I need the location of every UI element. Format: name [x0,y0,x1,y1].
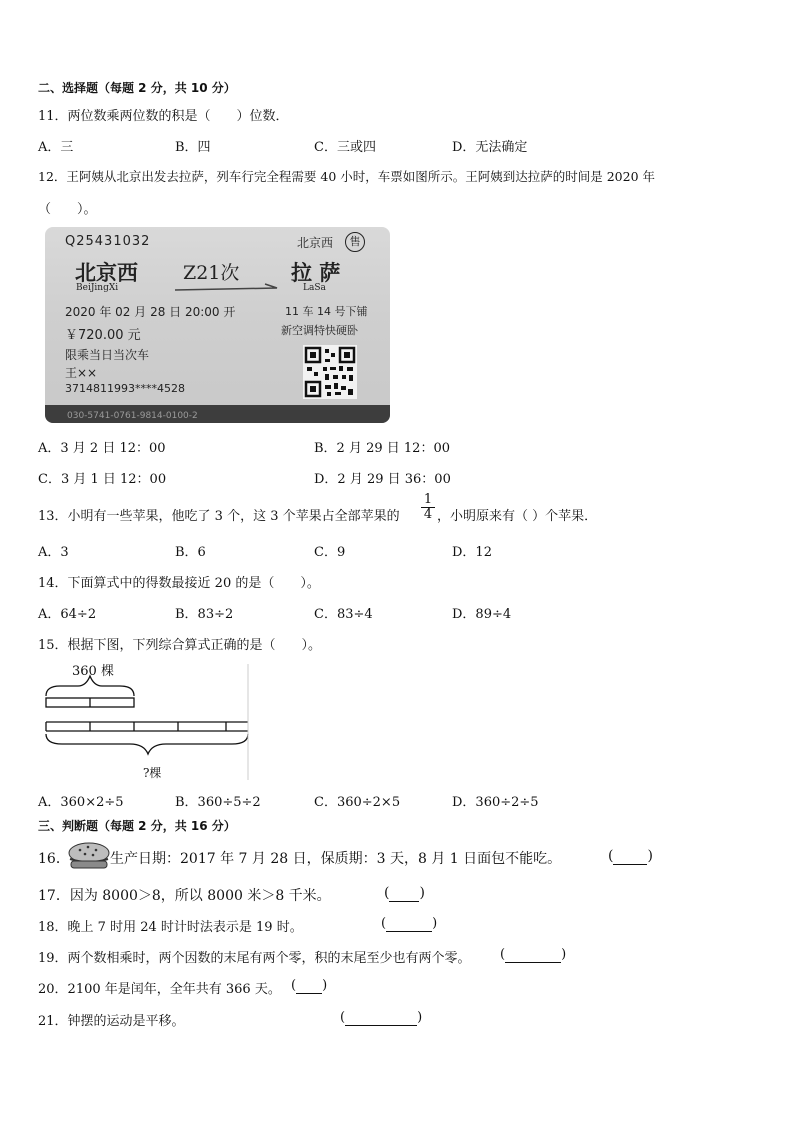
question-13-stem-part1: 13．小明有一些苹果，他吃了 3 个，这 3 个苹果占全部苹果的 [38,509,400,524]
qr-code-icon [303,345,357,399]
q19-answer-blank[interactable]: ( ) [500,947,567,962]
question-11-stem: 11．两位数乘两位数的积是（ ）位数． [38,109,289,124]
ticket-train-number: Z21次 [183,262,240,284]
fraction-numerator: 1 [423,492,433,507]
q12-option-c[interactable]: C．3 月 1 日 12：00 [38,472,167,487]
ticket-id-number: 3714811993****4528 [65,382,185,395]
q11-option-a[interactable]: A．三 [38,140,74,155]
question-21-text: 21．钟摆的运动是平移。 [38,1014,185,1029]
q15-option-d[interactable]: D．360÷2÷5 [452,795,539,810]
q13-option-a[interactable]: A．3 [38,545,69,560]
q13-option-b[interactable]: B．6 [175,545,206,560]
ticket-sold-mark: 售 [345,232,365,252]
q12-option-a[interactable]: A．3 月 2 日 12：00 [38,441,166,456]
q13-option-c[interactable]: C．9 [314,545,346,560]
q14-option-b[interactable]: B．83÷2 [175,607,234,622]
ticket-serial: Q25431032 [65,234,151,249]
bottom-brace [46,734,248,754]
ticket-from-pinyin: BeiJingXi [76,283,119,293]
top-brace [46,676,134,696]
q13-option-d[interactable]: D．12 [452,545,492,560]
section-2-title: 二、选择题（每题 2 分，共 10 分） [38,81,236,95]
ticket-departure-datetime: 2020 年 02 月 28 日 20:00 开 [65,305,236,319]
ticket-bottom-code: 030-5741-0761-9814-0100-2 [67,411,198,421]
question-17-text: 17．因为 8000＞8，所以 8000 米＞8 千米。 [38,888,331,904]
q12-option-d[interactable]: D．2 月 29 日 36：00 [314,472,451,487]
q14-option-a[interactable]: A．64÷2 [38,607,97,622]
fraction-denominator: 4 [421,507,435,522]
q11-option-b[interactable]: B．四 [175,140,211,155]
ticket-to-station: 拉 萨 [291,261,341,285]
q18-answer-blank[interactable]: ( ) [381,916,438,931]
question-20-text: 20．2100 年是闰年，全年共有 366 天。 [38,982,281,997]
q15-option-b[interactable]: B．360÷5÷2 [175,795,261,810]
question-16-number: 16． [38,851,70,867]
bread-icon [66,840,112,872]
diagram-bottom-label: ?棵 [143,766,162,780]
ticket-passenger: 王×× [65,366,98,380]
train-ticket-image [45,227,390,423]
question-16-text: 生产日期：2017 年 7 月 28 日，保质期：3 天，8 月 1 日面包不能吃。 [110,851,562,867]
q14-option-d[interactable]: D．89÷4 [452,607,512,622]
question-18-text: 18．晚上 7 时用 24 时计时法表示是 19 时。 [38,920,303,935]
question-12-stem-blank: （ ）。 [38,202,97,217]
question-14-stem: 14．下面算式中的得数最接近 20 的是（ ）。 [38,576,320,591]
ticket-note: 限乘当日当次车 [65,348,150,362]
ticket-seat: 11 车 14 号下铺 [285,305,368,318]
question-15-stem: 15．根据下图，下列综合算式正确的是（ ）。 [38,638,322,653]
ticket-from-station: 北京西 [75,261,138,285]
q15-option-a[interactable]: A．360×2÷5 [38,795,124,810]
q21-answer-blank[interactable]: ( ) [340,1010,423,1025]
q20-answer-blank[interactable]: ( ) [291,978,328,993]
arrow-icon [173,283,283,293]
fraction-one-quarter [421,493,435,521]
q15-option-c[interactable]: C．360÷2×5 [314,795,401,810]
q16-answer-blank[interactable]: ( ) [608,848,653,864]
q17-answer-blank[interactable]: ( ) [384,885,425,901]
question-13-stem-part2: ，小明原来有（ ）个苹果． [437,509,598,524]
q14-option-c[interactable]: C．83÷4 [314,607,373,622]
ticket-to-pinyin: LaSa [303,283,326,293]
diagram-top-label: 360 棵 [72,664,114,679]
ticket-station-tag: 北京西 [297,236,334,250]
question-12-stem: 12．王阿姨从北京出发去拉萨，列车行完全程需要 40 小时，车票如图所示。王阿姨到达拉萨的时间是 2020 年 [38,169,656,184]
q11-option-c[interactable]: C．三或四 [314,140,376,155]
q11-option-d[interactable]: D．无法确定 [452,140,528,155]
ticket-price: ￥720.00 元 [65,328,141,343]
line-segment-diagram [40,664,252,780]
ticket-class: 新空调特快硬卧 [281,324,358,337]
section-3-title: 三、判断题（每题 2 分，共 16 分） [38,819,236,833]
question-19-text: 19．两个数相乘时，两个因数的末尾有两个零，积的末尾至少也有两个零。 [38,951,471,966]
q12-option-b[interactable]: B．2 月 29 日 12：00 [314,441,450,456]
